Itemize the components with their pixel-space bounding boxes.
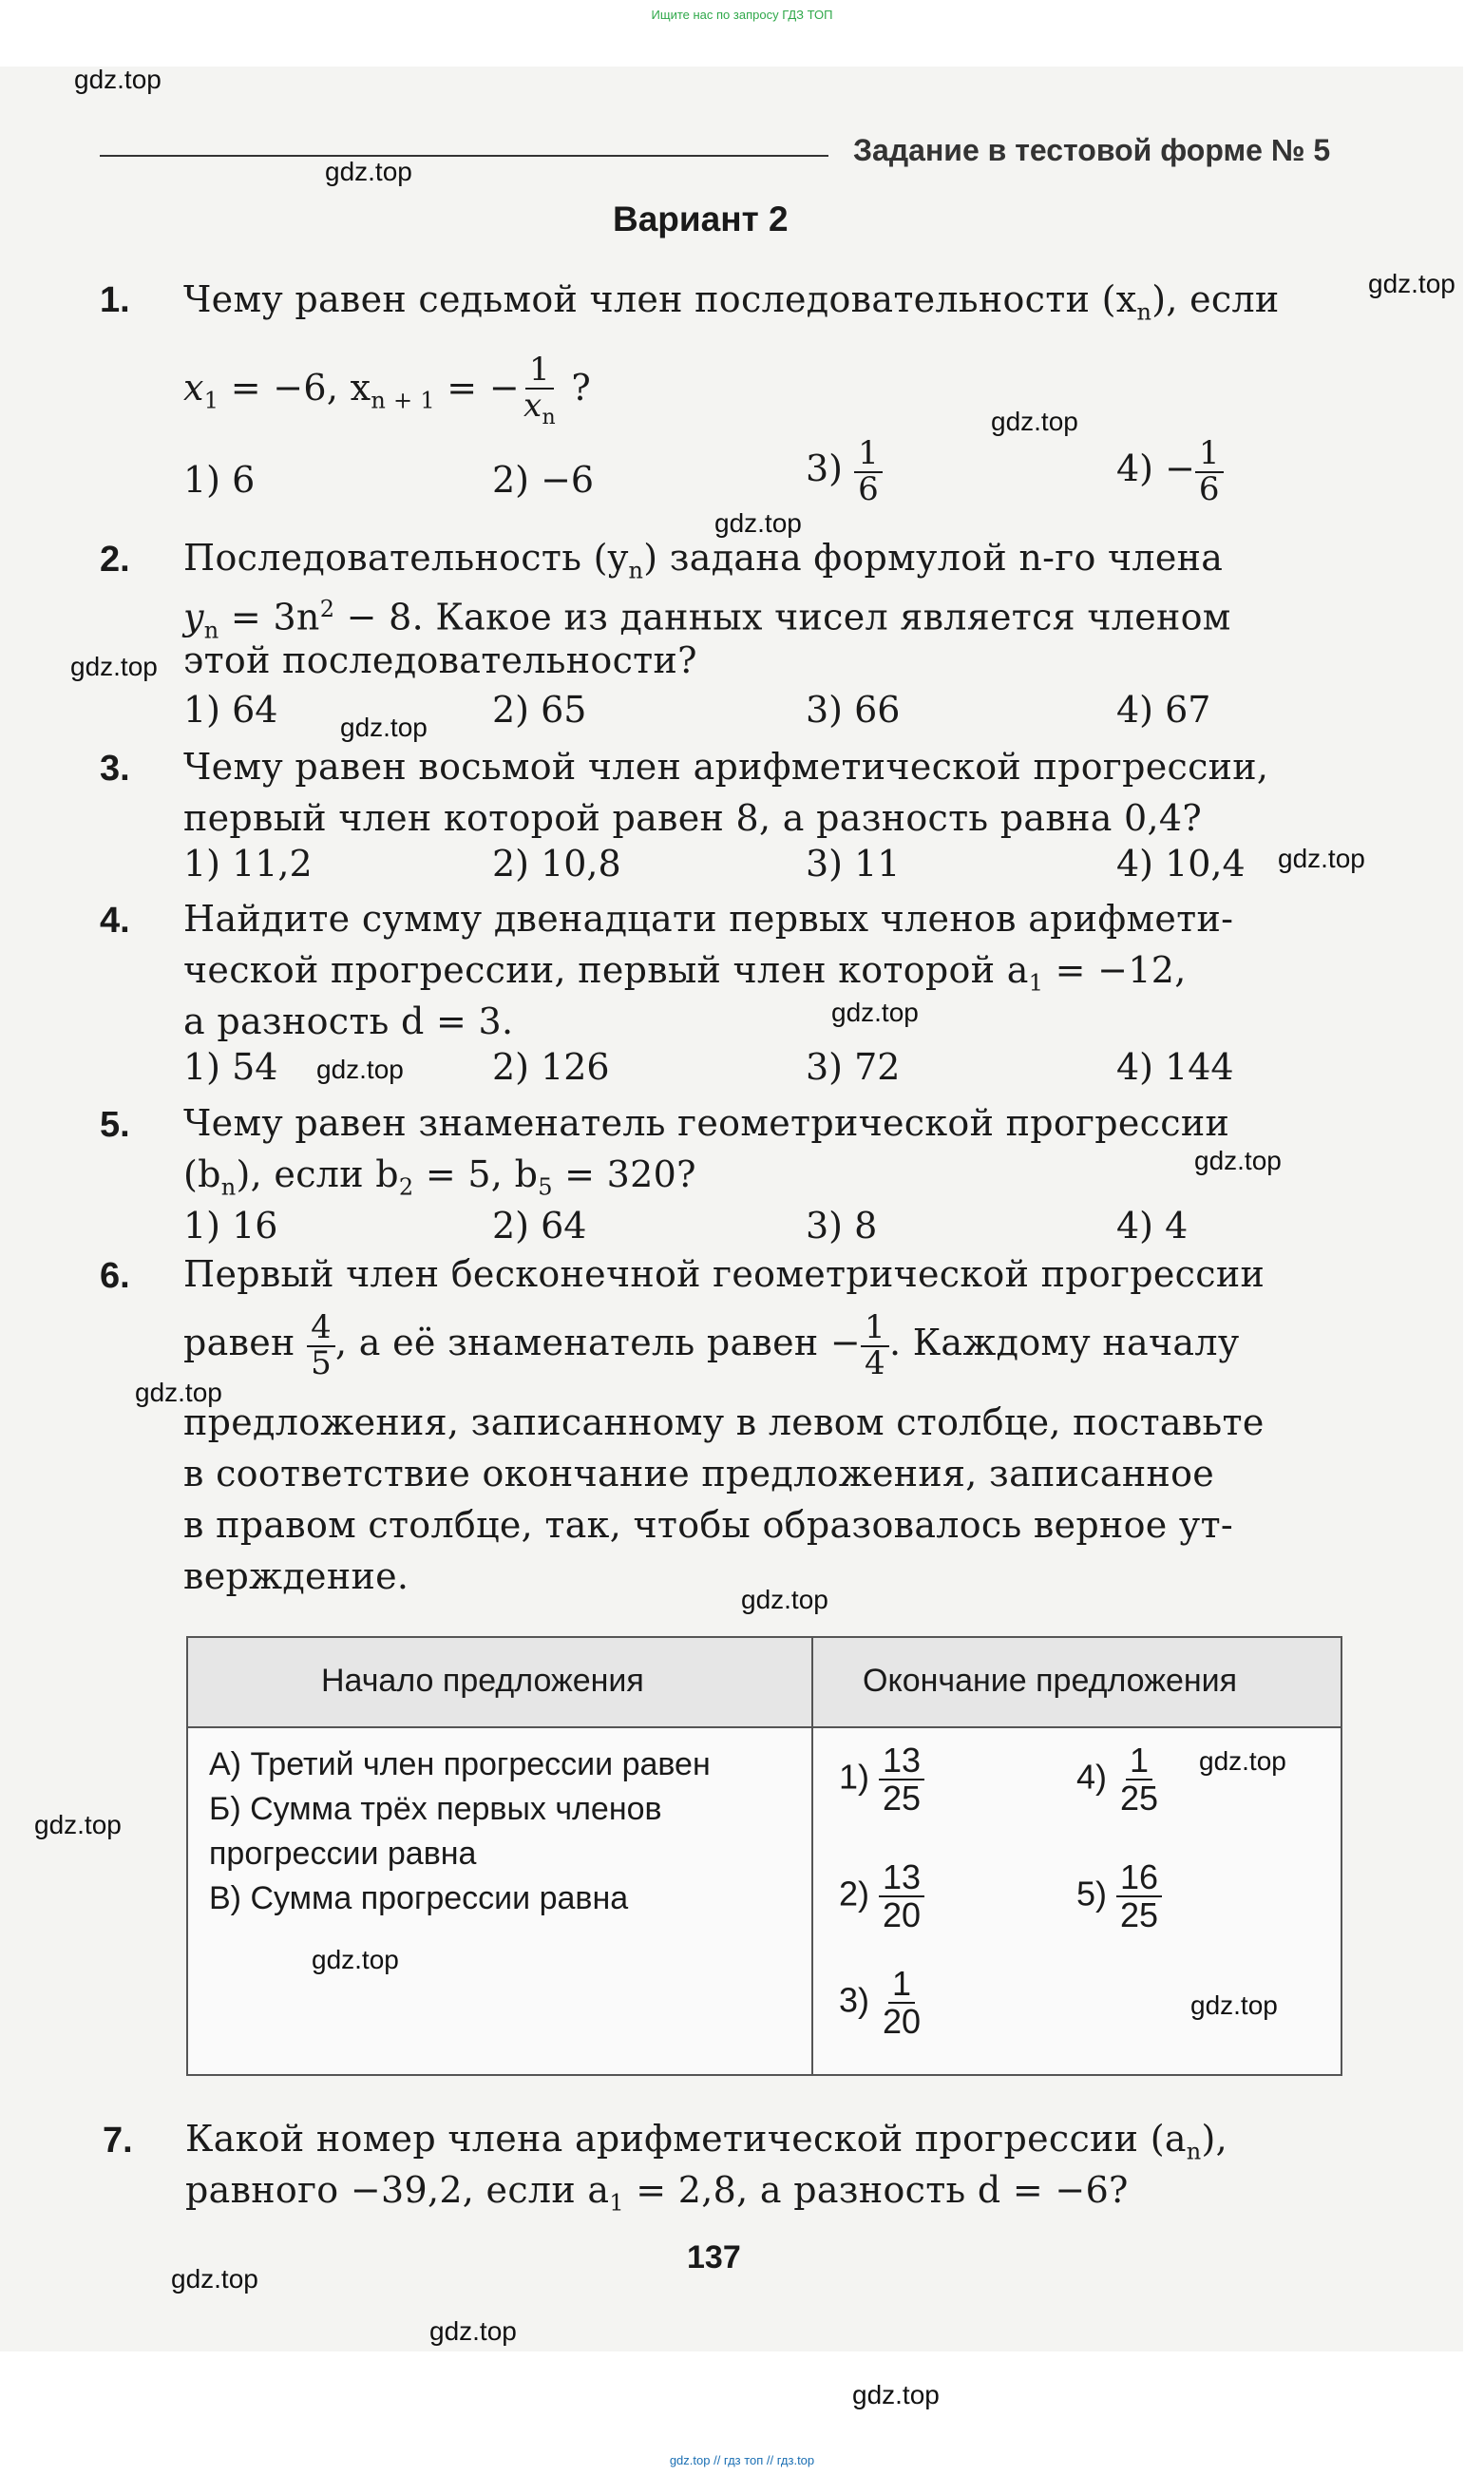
question-number: 5. (100, 1105, 130, 1145)
page-header: Задание в тестовой форме № 5 (853, 133, 1331, 167)
answer-option: 4) − $\frac{1}{6}$ (1116, 437, 1224, 506)
answer-option: 3) 8 (806, 1205, 878, 1247)
question-number: 7. (103, 2121, 133, 2161)
answer-option: 1) 16 (183, 1205, 278, 1247)
top-banner: Ищите нас по запросу ГДЗ ТОП (651, 8, 833, 22)
watermark: gdz.top (1368, 269, 1455, 298)
question-7-line-2: равного −39,2, если $a_1 = 2,8$, а разность d = −6? (185, 2169, 1129, 2217)
watermark: gdz.top (1278, 844, 1365, 873)
table-left-item: А) Третий член прогрессии равен (209, 1746, 711, 1782)
question-4-line-2: ческой прогрессии, первый член которой $a_1 = -12$, (183, 949, 1187, 997)
header-rule (100, 155, 828, 157)
question-6-line-3: предложения, записанному в левом столбце, поставьте (183, 1401, 1265, 1443)
watermark: gdz.top (135, 1378, 222, 1407)
question-number: 6. (100, 1256, 130, 1296)
answer-option: 1) 11,2 (183, 843, 313, 885)
question-5-line-2: $(b_n)$, если $b_2 = 5$, $b_5 = 320$? (183, 1153, 696, 1201)
answer-option: 4) 144 (1116, 1046, 1234, 1088)
answer-option: 2) 10,8 (492, 843, 621, 885)
question-3-line-1: Чему равен восьмой член арифметической прогрессии, (183, 746, 1269, 788)
question-7-line-1: Какой номер члена арифметической прогрессии $(a_n)$, (185, 2118, 1228, 2165)
watermark: gdz.top (70, 652, 158, 681)
watermark: gdz.top (741, 1585, 828, 1614)
answer-option: 4) 4 (1116, 1205, 1189, 1247)
question-4-line-3: а разность d = 3. (183, 1000, 514, 1042)
table-right-item: 5) $\frac{16}{25}$ (1076, 1859, 1162, 1933)
question-number: 1. (100, 280, 130, 320)
question-6-line-6: верждение. (183, 1555, 409, 1597)
table-right-item: 2) $\frac{13}{20}$ (839, 1859, 924, 1933)
question-5-line-1: Чему равен знаменатель геометрической прогрессии (183, 1102, 1230, 1144)
question-1-line-2: $x_1 = -6$, $x_{n + 1}$ = − $\frac{1}{x_n}$ ? (183, 351, 591, 429)
watermark: gdz.top (852, 2380, 940, 2409)
watermark: gdz.top (991, 407, 1078, 436)
bottom-banner: gdz.top // гдз топ // гдз.top (669, 2453, 815, 2467)
watermark: gdz.top (831, 998, 919, 1027)
question-6-line-2: равен $\frac{4}{5}$ , а её знаменатель равен − $\frac{1}{4}$ . Каждому началу (183, 1308, 1240, 1382)
answer-option: 4) 10,4 (1116, 843, 1246, 885)
answer-option: 3) 66 (806, 689, 901, 731)
answer-option: 2) −6 (492, 459, 595, 501)
watermark: gdz.top (316, 1055, 404, 1084)
matching-table (186, 1636, 1342, 2076)
table-left-item: Б) Сумма трёх первых членов (209, 1791, 662, 1827)
table-left-item: В) Сумма прогрессии равна (209, 1880, 629, 1916)
answer-option: 2) 64 (492, 1205, 587, 1247)
watermark: gdz.top (1199, 1746, 1286, 1776)
question-2-line-3: этой последовательности? (183, 639, 697, 681)
watermark: gdz.top (340, 713, 428, 742)
question-1-line-1: Чему равен седьмой член последовательности $(x_n)$, если (183, 278, 1280, 326)
watermark: gdz.top (1190, 1990, 1278, 2020)
question-6-line-5: в правом столбце, так, чтобы образовалось верное ут- (183, 1504, 1234, 1546)
watermark: gdz.top (429, 2316, 517, 2346)
page-number: 137 (687, 2239, 741, 2275)
watermark: gdz.top (714, 508, 802, 538)
question-number: 4. (100, 901, 130, 941)
watermark: gdz.top (1194, 1146, 1282, 1175)
answer-option: 3) 11 (806, 843, 901, 885)
table-header-right: Окончание предложения (863, 1663, 1238, 1699)
watermark: gdz.top (74, 65, 162, 94)
answer-option: 1) 54 (183, 1046, 278, 1088)
answer-option: 2) 65 (492, 689, 587, 731)
question-6-line-4: в соответствие окончание предложения, записанное (183, 1453, 1215, 1495)
question-number: 2. (100, 540, 130, 580)
table-left-item: прогрессии равна (209, 1836, 477, 1872)
watermark: gdz.top (325, 157, 412, 186)
watermark: gdz.top (34, 1810, 122, 1839)
question-6-line-1: Первый член бесконечной геометрической прогрессии (183, 1253, 1265, 1295)
question-2-line-1: Последовательность $(y_n)$ задана формулой n-го члена (183, 537, 1224, 584)
table-right-item: 3) $\frac{1}{20}$ (839, 1964, 922, 2041)
question-3-line-2: первый член которой равен 8, а разность равна 0,4? (183, 797, 1203, 839)
table-right-item: 4) $\frac{1}{25}$ (1076, 1741, 1159, 1818)
variant-title: Вариант 2 (613, 200, 789, 238)
answer-option: 3) 72 (806, 1046, 901, 1088)
question-4-line-1: Найдите сумму двенадцати первых членов арифмети- (183, 898, 1234, 940)
question-2-line-2: $y_n = 3n^2 - 8$. Какое из данных чисел является членом (183, 596, 1231, 644)
question-number: 3. (100, 749, 130, 789)
answer-option: 1) 6 (183, 459, 256, 501)
answer-option: 1) 64 (183, 689, 278, 731)
watermark: gdz.top (312, 1945, 399, 1974)
watermark: gdz.top (171, 2264, 258, 2294)
answer-option: 3) $\frac{1}{6}$ (806, 437, 883, 506)
table-header-left: Начало предложения (321, 1663, 644, 1699)
table-divider (811, 1638, 813, 2074)
table-right-item: 1) $\frac{13}{25}$ (839, 1742, 924, 1817)
answer-option: 4) 67 (1116, 689, 1211, 731)
answer-option: 2) 126 (492, 1046, 610, 1088)
